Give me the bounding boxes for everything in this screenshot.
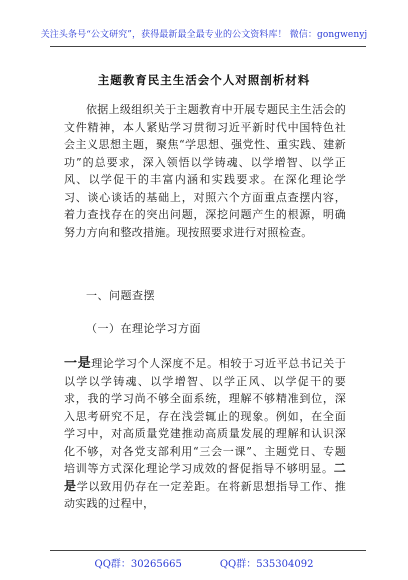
header-divider bbox=[50, 46, 366, 47]
document-title: 主题教育民主生活会个人对照剖析材料 bbox=[97, 73, 311, 87]
header-banner: 关注头条号“公文研究”，获得最新最全最专业的公文资料库！ 微信：gongwenyj bbox=[40, 30, 368, 40]
footer-contacts bbox=[0, 555, 408, 570]
body-text-part1: 理论学习个人深度不足。相较于习近平总书记关于以学以学铸魂、以学增智、以学正风、以学促干的要求，我的学习尚不够全面系统，理解不够精准到位，深入思考研究不足，存在浅尝辄止的现象。例如，在全面学习中，对高质量党建推动高质量发展的理解和认识深化不够，对各党支部利用“三会一课”、主题党日、专题培训等方式深化理论学习成效的督促指导不够明显。 bbox=[64, 357, 346, 475]
body-paragraph bbox=[64, 355, 346, 513]
body-lead-marker-2: 二是 bbox=[64, 461, 346, 493]
footer-qq-group-2: QQ群：535304092 bbox=[219, 559, 314, 570]
subsection-heading: （一）在理论学习方面 bbox=[86, 322, 201, 335]
footer-qq-group-1: QQ群：30265665 bbox=[94, 559, 182, 570]
body-text-part2: 学以致用仍存在一定差距。在将新思想指导工作、推动实践的过程中， bbox=[64, 479, 346, 510]
footer-divider bbox=[50, 550, 366, 551]
section-heading: 一、问题查摆 bbox=[86, 289, 155, 302]
body-lead-marker: 一是 bbox=[64, 356, 92, 371]
intro-paragraph: 依据上级组织关于主题教育中开展专题民主生活会的文件精神，本人紧贴学习贯彻习近平新时代中国特色社会主义思想主题，聚焦“学思想、强党性、重实践、建新功”的总要求，深入领悟以学铸魂、以学增智、以学正风、以学促干的丰富内涵和实践要求。在深化理论学习、谈心谈话的基础上，对照六个方面重点查摆内容，着力查找存在的突出问题，深挖问题产生的根源，明确努力方向和整改措施。现按照要求进行对照检查。 bbox=[64, 103, 346, 239]
